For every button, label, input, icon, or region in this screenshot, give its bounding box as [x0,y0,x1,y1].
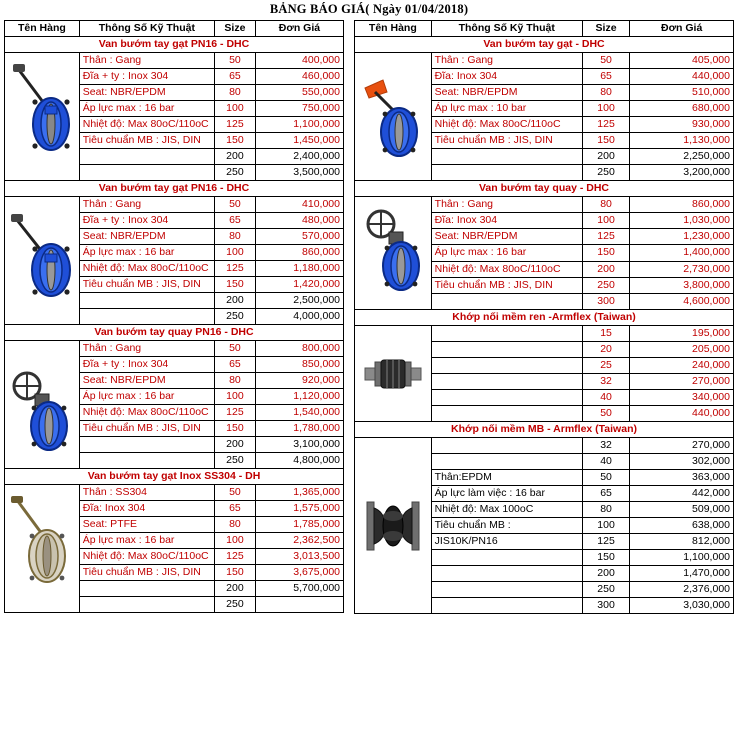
butterfly-valve-lever-red-icon [355,53,432,181]
size-cell: 200 [582,149,630,165]
size-cell: 50 [582,406,630,422]
price-cell: 3,200,000 [630,165,734,181]
spec-cell [79,149,214,165]
size-cell: 50 [214,341,255,357]
price-cell: 270,000 [630,374,734,390]
butterfly-valve-gear-icon [355,197,432,310]
size-cell: 250 [214,309,255,325]
butterfly-valve-lever-icon [5,197,80,325]
spec-cell: Đĩa: Inox 304 [79,501,214,517]
spec-cell [431,374,582,390]
header-spec: Thông Số Kỹ Thuật [79,21,214,37]
spec-cell [431,342,582,358]
size-cell: 80 [214,229,255,245]
spec-cell [79,437,214,453]
price-cell [255,597,343,613]
header-name: Tên Hàng [5,21,80,37]
price-cell: 3,675,000 [255,565,343,581]
spec-cell: Tiêu chuẩn MB : JIS, DIN [79,277,214,293]
size-cell: 20 [582,342,630,358]
price-cell: 1,575,000 [255,501,343,517]
spec-cell [431,165,582,181]
section-title-row [5,37,344,53]
size-cell: 80 [582,197,630,213]
spec-cell [431,358,582,374]
price-cell: 240,000 [630,358,734,374]
table-row [355,326,734,342]
section-title: Khớp nối mềm MB - Armflex (Taiwan) [355,422,734,438]
size-cell: 150 [214,421,255,437]
section-title-row [355,310,734,326]
size-cell: 65 [582,69,630,85]
price-cell: 1,540,000 [255,405,343,421]
price-cell: 550,000 [255,85,343,101]
spec-cell: Thân : Gang [431,197,582,213]
flexible-joint-flanged-icon [355,438,432,614]
size-cell: 80 [582,502,630,518]
size-cell: 150 [582,550,630,566]
size-cell: 150 [582,245,630,261]
spec-cell [431,438,582,454]
spec-cell: Tiêu chuẩn MB : JIS, DIN [79,421,214,437]
spec-cell: Nhiệt độ: Max 80oC/110oC [431,261,582,277]
price-cell: 2,362,500 [255,533,343,549]
size-cell: 50 [214,197,255,213]
spec-cell [79,453,214,469]
price-cell: 3,013,500 [255,549,343,565]
size-cell: 65 [582,486,630,502]
spec-cell: Thân : Gang [79,197,214,213]
flexible-joint-threaded-icon [355,326,432,422]
section-title-row [355,37,734,53]
spec-cell [79,581,214,597]
right-table [354,20,734,614]
spec-cell [79,165,214,181]
spec-cell: JIS10K/PN16 [431,534,582,550]
spec-cell: Seat: NBR/EPDM [79,85,214,101]
spec-cell: Đĩa: Inox 304 [431,69,582,85]
header-price: Đơn Giá [630,21,734,37]
table-header-row [5,21,344,37]
spec-cell: Áp lực làm việc : 16 bar [431,486,582,502]
price-cell: 1,785,000 [255,517,343,533]
section-title: Van bướm tay gạt PN16 - DHC [5,37,344,53]
size-cell: 250 [214,597,255,613]
price-cell: 205,000 [630,342,734,358]
size-cell: 150 [214,133,255,149]
size-cell: 200 [582,261,630,277]
size-cell: 15 [582,326,630,342]
size-cell: 100 [214,533,255,549]
spec-cell: Nhiệt độ: Max 80oC/110oC [79,405,214,421]
price-cell: 850,000 [255,357,343,373]
size-cell: 100 [582,518,630,534]
spec-cell: Thân : Gang [79,53,214,69]
butterfly-valve-lever-icon [5,53,80,181]
price-cell: 400,000 [255,53,343,69]
header-spec: Thông Số Kỹ Thuật [431,21,582,37]
spec-cell: Seat: NBR/EPDM [431,229,582,245]
spec-cell: Seat: PTFE [79,517,214,533]
price-cell: 442,000 [630,486,734,502]
spec-cell: Tiêu chuẩn MB : JIS, DIN [431,277,582,293]
spec-cell: Nhiệt độ: Max 80oC/110oC [79,549,214,565]
header-size: Size [582,21,630,37]
size-cell: 100 [582,213,630,229]
left-table [4,20,344,613]
size-cell: 200 [214,437,255,453]
price-cell: 3,800,000 [630,277,734,293]
size-cell: 300 [582,293,630,309]
table-row [5,197,344,213]
butterfly-valve-gear-icon [5,341,80,469]
price-cell: 1,130,000 [630,133,734,149]
size-cell: 25 [582,358,630,374]
spec-cell: Nhiệt độ: Max 80oC/110oC [79,117,214,133]
size-cell: 80 [582,85,630,101]
table-header-row [355,21,734,37]
price-cell: 680,000 [630,101,734,117]
spec-cell [431,149,582,165]
spec-cell [431,390,582,406]
price-cell: 800,000 [255,341,343,357]
price-cell: 4,600,000 [630,293,734,309]
price-cell: 1,400,000 [630,245,734,261]
size-cell: 125 [214,117,255,133]
size-cell: 50 [582,53,630,69]
table-row [355,53,734,69]
spec-cell: Seat: NBR/EPDM [79,373,214,389]
size-cell: 200 [214,581,255,597]
size-cell: 32 [582,438,630,454]
price-cell: 1,365,000 [255,485,343,501]
price-cell: 1,100,000 [255,117,343,133]
spec-cell: Áp lực max : 16 bar [79,389,214,405]
size-cell: 65 [214,357,255,373]
price-cell: 5,700,000 [255,581,343,597]
size-cell: 150 [214,277,255,293]
size-cell: 250 [582,582,630,598]
spec-cell [431,566,582,582]
page-title: BẢNG BÁO GIÁ( Ngày 01/04/2018) [269,2,469,16]
spec-cell: Đĩa + ty : Inox 304 [79,357,214,373]
size-cell: 50 [214,53,255,69]
size-cell: 50 [214,485,255,501]
size-cell: 100 [214,101,255,117]
price-cell: 2,500,000 [255,293,343,309]
spec-cell: Áp lực max : 16 bar [79,101,214,117]
price-cell: 480,000 [255,213,343,229]
price-cell: 1,180,000 [255,261,343,277]
table-row [355,197,734,213]
size-cell: 150 [214,565,255,581]
section-title-row [355,422,734,438]
price-cell: 1,450,000 [255,133,343,149]
price-cell: 4,800,000 [255,453,343,469]
column-gap [344,20,354,614]
section-title: Khớp nối mềm ren -Armflex (Taiwan) [355,310,734,326]
size-cell: 80 [214,373,255,389]
spec-cell: Nhiệt độ: Max 80oC/110oC [431,117,582,133]
size-cell: 200 [582,566,630,582]
spec-cell: Seat: NBR/EPDM [79,229,214,245]
header-name: Tên Hàng [355,21,432,37]
size-cell: 100 [214,245,255,261]
size-cell: 80 [214,517,255,533]
spec-cell: Thân : Gang [79,341,214,357]
size-cell: 80 [214,85,255,101]
size-cell: 65 [214,501,255,517]
size-cell: 32 [582,374,630,390]
spec-cell [431,293,582,309]
table-row [5,341,344,357]
price-cell: 410,000 [255,197,343,213]
size-cell: 250 [582,277,630,293]
price-cell: 3,100,000 [255,437,343,453]
price-cell: 1,420,000 [255,277,343,293]
spec-cell: Thân : SS304 [79,485,214,501]
price-cell: 920,000 [255,373,343,389]
price-cell: 1,100,000 [630,550,734,566]
price-cell: 405,000 [630,53,734,69]
price-cell: 440,000 [630,69,734,85]
spec-cell: Đĩa: Inox 304 [431,213,582,229]
spec-cell: Tiêu chuẩn MB : JIS, DIN [431,133,582,149]
spec-cell: Áp lực max : 10 bar [431,101,582,117]
header-price: Đơn Giá [255,21,343,37]
size-cell: 300 [582,598,630,614]
price-cell: 860,000 [255,245,343,261]
price-cell: 509,000 [630,502,734,518]
size-cell: 150 [582,133,630,149]
section-title-row [5,469,344,485]
price-cell: 2,376,000 [630,582,734,598]
spec-cell [431,326,582,342]
price-cell: 638,000 [630,518,734,534]
price-cell: 1,030,000 [630,213,734,229]
price-cell: 860,000 [630,197,734,213]
spec-cell: Seat: NBR/EPDM [431,85,582,101]
price-cell: 930,000 [630,117,734,133]
spec-cell: Đĩa + ty : Inox 304 [79,69,214,85]
table-row [5,485,344,501]
spec-cell: Tiêu chuẩn MB : JIS, DIN [79,565,214,581]
section-title: Van bướm tay quay PN16 - DHC [5,325,344,341]
spec-cell [79,293,214,309]
section-title: Van bướm tay gạt PN16 - DHC [5,181,344,197]
price-cell: 440,000 [630,406,734,422]
price-cell: 2,250,000 [630,149,734,165]
size-cell: 65 [214,213,255,229]
price-cell: 3,030,000 [630,598,734,614]
section-title-row [5,181,344,197]
section-title: Van bướm tay gạt - DHC [355,37,734,53]
size-cell: 40 [582,390,630,406]
spec-cell: Tiêu chuẩn MB : [431,518,582,534]
price-cell: 302,000 [630,454,734,470]
size-cell: 250 [582,165,630,181]
butterfly-valve-stainless-icon [5,485,80,613]
size-cell: 100 [582,101,630,117]
size-cell: 125 [582,117,630,133]
section-title-row [355,181,734,197]
price-cell: 1,780,000 [255,421,343,437]
table-row [5,53,344,69]
spec-cell [431,454,582,470]
size-cell: 125 [582,229,630,245]
size-cell: 50 [582,470,630,486]
price-cell: 363,000 [630,470,734,486]
size-cell: 125 [214,261,255,277]
spec-cell: Áp lực max : 16 bar [79,245,214,261]
spec-cell [431,598,582,614]
section-title-row [5,325,344,341]
size-cell: 100 [214,389,255,405]
spec-cell [431,406,582,422]
size-cell: 125 [214,549,255,565]
section-title: Van bướm tay gạt Inox SS304 - DH [5,469,344,485]
size-cell: 40 [582,454,630,470]
price-cell: 2,730,000 [630,261,734,277]
spec-cell: Nhiệt độ: Max 100oC [431,502,582,518]
spec-cell [431,582,582,598]
price-cell: 570,000 [255,229,343,245]
size-cell: 65 [214,69,255,85]
spec-cell [79,309,214,325]
size-cell: 125 [582,534,630,550]
price-cell: 4,000,000 [255,309,343,325]
spec-cell: Áp lực max : 16 bar [79,533,214,549]
spec-cell: Thân:EPDM [431,470,582,486]
price-cell: 1,230,000 [630,229,734,245]
size-cell: 200 [214,149,255,165]
spec-cell: Đĩa + ty : Inox 304 [79,213,214,229]
price-cell: 340,000 [630,390,734,406]
price-cell: 510,000 [630,85,734,101]
price-cell: 750,000 [255,101,343,117]
size-cell: 125 [214,405,255,421]
price-cell: 270,000 [630,438,734,454]
size-cell: 200 [214,293,255,309]
spec-cell: Áp lực max : 16 bar [431,245,582,261]
layout-table [4,20,734,614]
price-cell: 460,000 [255,69,343,85]
spec-cell: Thân : Gang [431,53,582,69]
spec-cell: Nhiệt độ: Max 80oC/110oC [79,261,214,277]
price-cell: 2,400,000 [255,149,343,165]
price-cell: 1,470,000 [630,566,734,582]
spec-cell [431,550,582,566]
header-size: Size [214,21,255,37]
price-cell: 812,000 [630,534,734,550]
size-cell: 250 [214,165,255,181]
price-cell: 3,500,000 [255,165,343,181]
price-cell: 1,120,000 [255,389,343,405]
table-row [355,438,734,454]
price-cell: 195,000 [630,326,734,342]
spec-cell: Tiêu chuẩn MB : JIS, DIN [79,133,214,149]
spec-cell [79,597,214,613]
section-title: Van bướm tay quay - DHC [355,181,734,197]
size-cell: 250 [214,453,255,469]
